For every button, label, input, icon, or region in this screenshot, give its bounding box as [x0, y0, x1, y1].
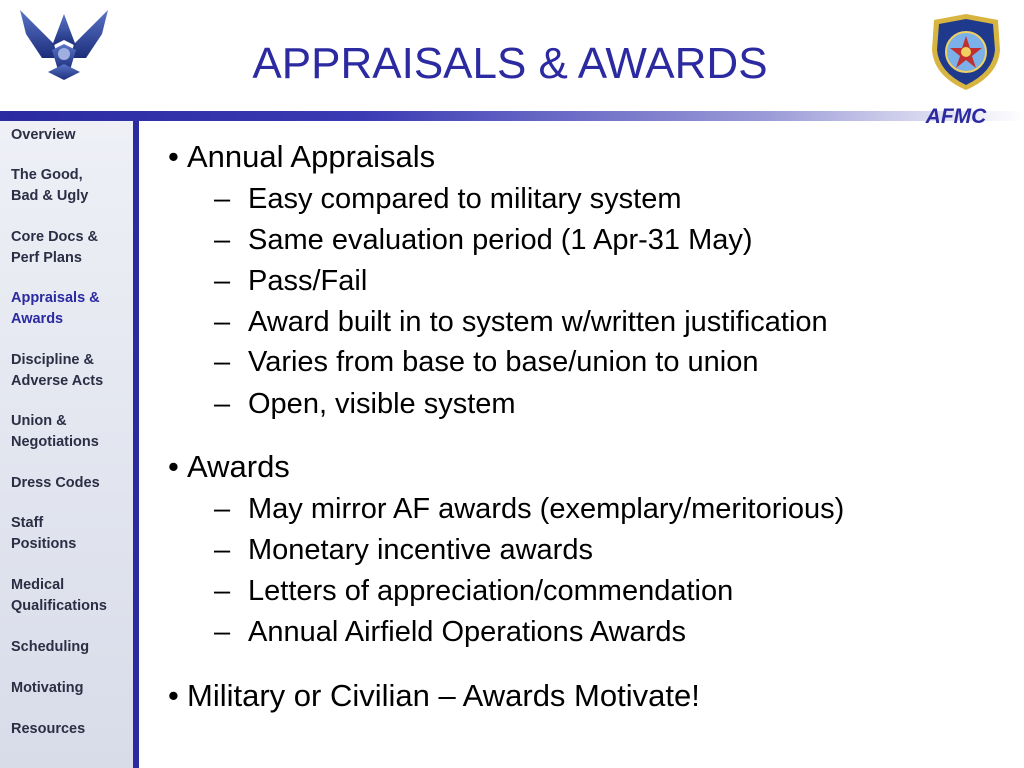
bullet-icon: • [168, 449, 179, 484]
sidebar-item-dress-codes[interactable]: Dress Codes [11, 475, 100, 491]
bullet-icon: • [168, 139, 179, 174]
afmc-shield-icon [928, 12, 1004, 92]
sub-bullet: – Open, visible system [214, 388, 516, 420]
sidebar-item-motivating[interactable]: Motivating [11, 680, 84, 696]
sidebar-item-appraisals-awards[interactable]: Appraisals & Awards [11, 290, 100, 327]
sub-bullet: – Varies from base to base/union to union [214, 346, 759, 378]
air-force-logo-icon [18, 4, 110, 84]
sub-bullet: – Easy compared to military system [214, 183, 682, 215]
sub-bullet: – May mirror AF awards (exemplary/meritorious) [214, 493, 845, 525]
sidebar-item-discipline[interactable]: Discipline & Adverse Acts [11, 352, 104, 389]
sub-bullet: – Pass/Fail [214, 265, 368, 297]
sidebar-divider [133, 121, 139, 768]
sub-bullet: – Same evaluation period (1 Apr-31 May) [214, 224, 753, 256]
svg-text:AFMC: AFMC [925, 105, 987, 128]
sidebar-item-core-docs[interactable]: Core Docs & Perf Plans [11, 229, 99, 266]
sub-bullet: – Award built in to system w/written justification [214, 306, 828, 338]
bullet-heading: • Military or Civilian – Awards Motivate! [168, 678, 700, 713]
afmc-wordmark-icon [904, 102, 1008, 128]
sub-bullet: – Annual Airfield Operations Awards [214, 616, 686, 648]
sidebar-item-staff-positions[interactable]: Staff Positions [11, 515, 77, 552]
title-divider-bar [0, 111, 1024, 121]
sidebar-item-union[interactable]: Union & Negotiations [11, 413, 99, 450]
sidebar-item-scheduling[interactable]: Scheduling [11, 639, 90, 655]
sidebar-item-overview[interactable]: Overview [11, 127, 76, 143]
sub-bullet: – Letters of appreciation/commendation [214, 575, 734, 607]
sidebar-item-medical[interactable]: Medical Qualifications [11, 577, 107, 614]
bullet-heading: • Annual Appraisals [168, 139, 436, 174]
sidebar-item-good-bad-ugly[interactable]: The Good, Bad & Ugly [11, 167, 89, 204]
bullet-icon: • [168, 678, 179, 713]
sidebar-item-resources[interactable]: Resources [11, 721, 86, 737]
bullet-heading: • Awards [168, 449, 290, 484]
sub-bullet: – Monetary incentive awards [214, 534, 593, 566]
page-title: APPRAISALS & AWARDS [252, 39, 768, 88]
